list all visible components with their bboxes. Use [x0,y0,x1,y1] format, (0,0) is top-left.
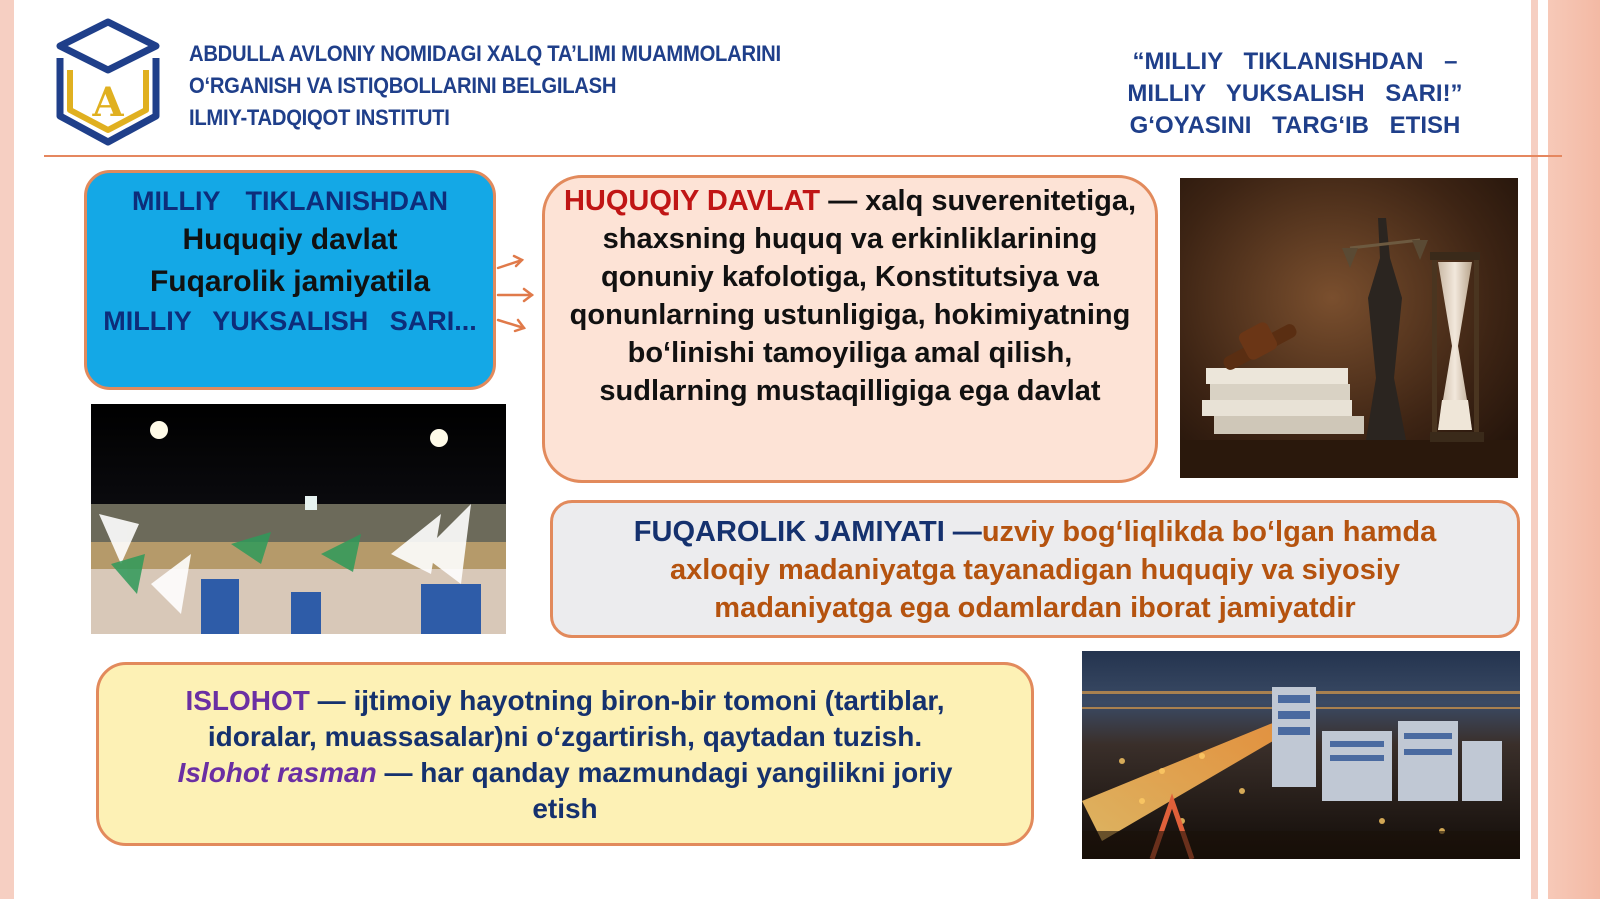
reform-term: ISLOHOT [185,685,310,716]
right-decor-stripe [1531,0,1538,899]
blue-box-line-3: Fuqarolik jamiyatila [149,265,431,298]
justice-scales-image [1180,178,1518,478]
legal-state-definition: — xalq suverenitetiga, shaxsning huquq va erkinliklarining qonuniy kafolotiga, Konstitutsiya va qonunlarning ustunligiga, hokimiyatning bo‘linishi tamoyiliga amal qilish, sudlarning mustaqilligiga ega davlat [569,185,1137,407]
institute-name-line-2: O‘RGANISH VA ISTIQBOLLARINI BELGILASH [189,73,617,98]
blue-box-line-2: Huquqiy davlat [182,223,398,256]
reform-definition-official: — har qanday mazmundagi yangilikni joriy etish [376,757,953,824]
legal-state-term: HUQUQIY DAVLAT [563,185,821,217]
institute-name-line-1: ABDULLA AVLONIY NOMIDAGI XALQ TA’LIMI MUAMMOLARINI [189,41,781,66]
city-night-image [1082,651,1520,859]
motto [1080,46,1510,142]
stadium-celebration-image [91,404,506,634]
left-decor-stripe [0,0,14,899]
arrow-connectors [494,250,540,340]
reform-definition: — ijtimoiy hayotning biron-bir tomoni (tartiblar, idoralar, muassasalar)ni o‘zgartirish, qaytadan tuzish. [207,685,945,752]
blue-box-line-4: MILLIY YUKSALISH SARI... [103,306,477,336]
motto-line-2: MILLIY YUKSALISH SARI!” [1127,80,1463,107]
institute-name-line-3: ILMIY-TADQIQOT INSTITUTI [189,105,450,130]
institute-logo [52,18,164,152]
civil-society-definition: uzviy bog‘liqlikda bo‘lgan hamda axloqiy madaniyatga tayanadigan huquqiy va siyosiy madaniyatga ega odamlardan iborat jamiyatdir [669,516,1437,624]
right-decor-band [1548,0,1600,899]
motto-line-3: G‘OYASINI TARG‘IB ETISH [1129,112,1461,139]
header-divider [44,155,1562,157]
blue-box-line-1: MILLIY TIKLANISHDAN [132,186,448,216]
civil-society-term: FUQAROLIK JAMIYATI — [633,516,982,548]
institute-name [189,38,833,134]
milliy-tiklanish-box [84,170,496,390]
motto-line-1: “MILLIY TIKLANISHDAN – [1132,48,1458,75]
reform-definition-box [96,662,1034,846]
reform-term-official: Islohot rasman [177,757,377,788]
civil-society-definition-box [550,500,1520,638]
legal-state-definition-box [542,175,1158,483]
logo-letter: A [92,79,124,126]
